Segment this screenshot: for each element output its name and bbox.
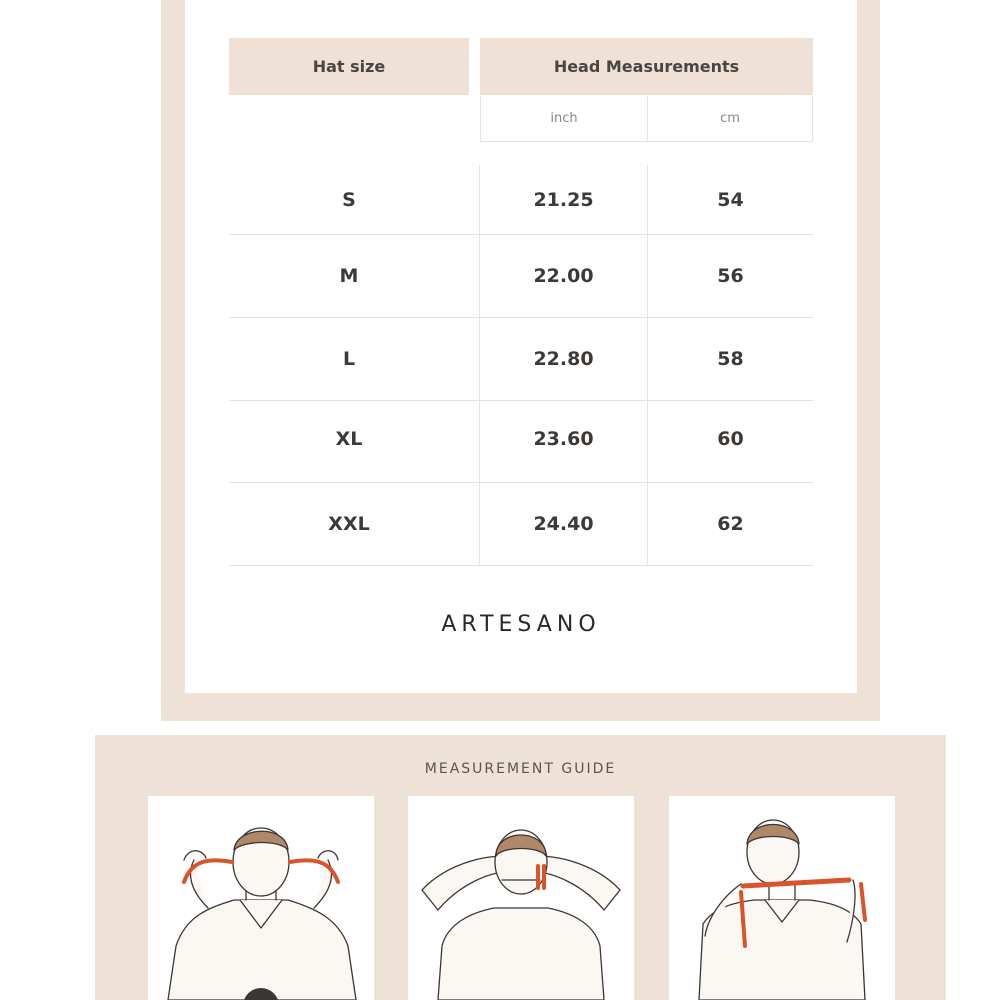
hat-size-header: Hat size bbox=[229, 38, 469, 95]
brand-logo: ARTESANO bbox=[441, 612, 601, 637]
table-cell-size: M bbox=[339, 265, 359, 287]
table-cell-cm: 60 bbox=[717, 428, 744, 450]
table-cell-cm: 58 bbox=[717, 348, 744, 370]
head-measurements-header: Head Measurements bbox=[480, 38, 813, 95]
measurement-guide-title: MEASUREMENT GUIDE bbox=[424, 761, 617, 777]
guide-step-3-panel bbox=[669, 796, 895, 1000]
table-cell-inch: 22.80 bbox=[533, 348, 594, 370]
row-divider bbox=[229, 565, 813, 566]
table-cell-inch: 24.40 bbox=[533, 513, 594, 535]
inch-column-header: inch bbox=[480, 96, 647, 142]
table-cell-size: XXL bbox=[328, 513, 370, 535]
table-cell-cm: 54 bbox=[717, 188, 744, 211]
man-holding-tape-behind-head-icon bbox=[408, 796, 634, 1000]
table-cell-cm: 56 bbox=[717, 265, 744, 287]
table-cell-inch: 23.60 bbox=[533, 428, 594, 450]
table-cell-inch: 21.25 bbox=[533, 188, 594, 211]
guide-step-2-panel bbox=[408, 796, 634, 1000]
table-cell-inch: 22.00 bbox=[533, 265, 594, 287]
table-cell-cm: 62 bbox=[717, 513, 744, 535]
man-reading-tape-measure-icon bbox=[669, 796, 895, 1000]
guide-step-1-panel bbox=[148, 796, 374, 1000]
table-cell-size: S bbox=[342, 188, 356, 211]
cm-column-header: cm bbox=[647, 96, 813, 142]
table-cell-size: XL bbox=[335, 428, 363, 450]
table-cell-size: L bbox=[342, 348, 356, 370]
man-measuring-head-with-tape-icon bbox=[148, 796, 374, 1000]
